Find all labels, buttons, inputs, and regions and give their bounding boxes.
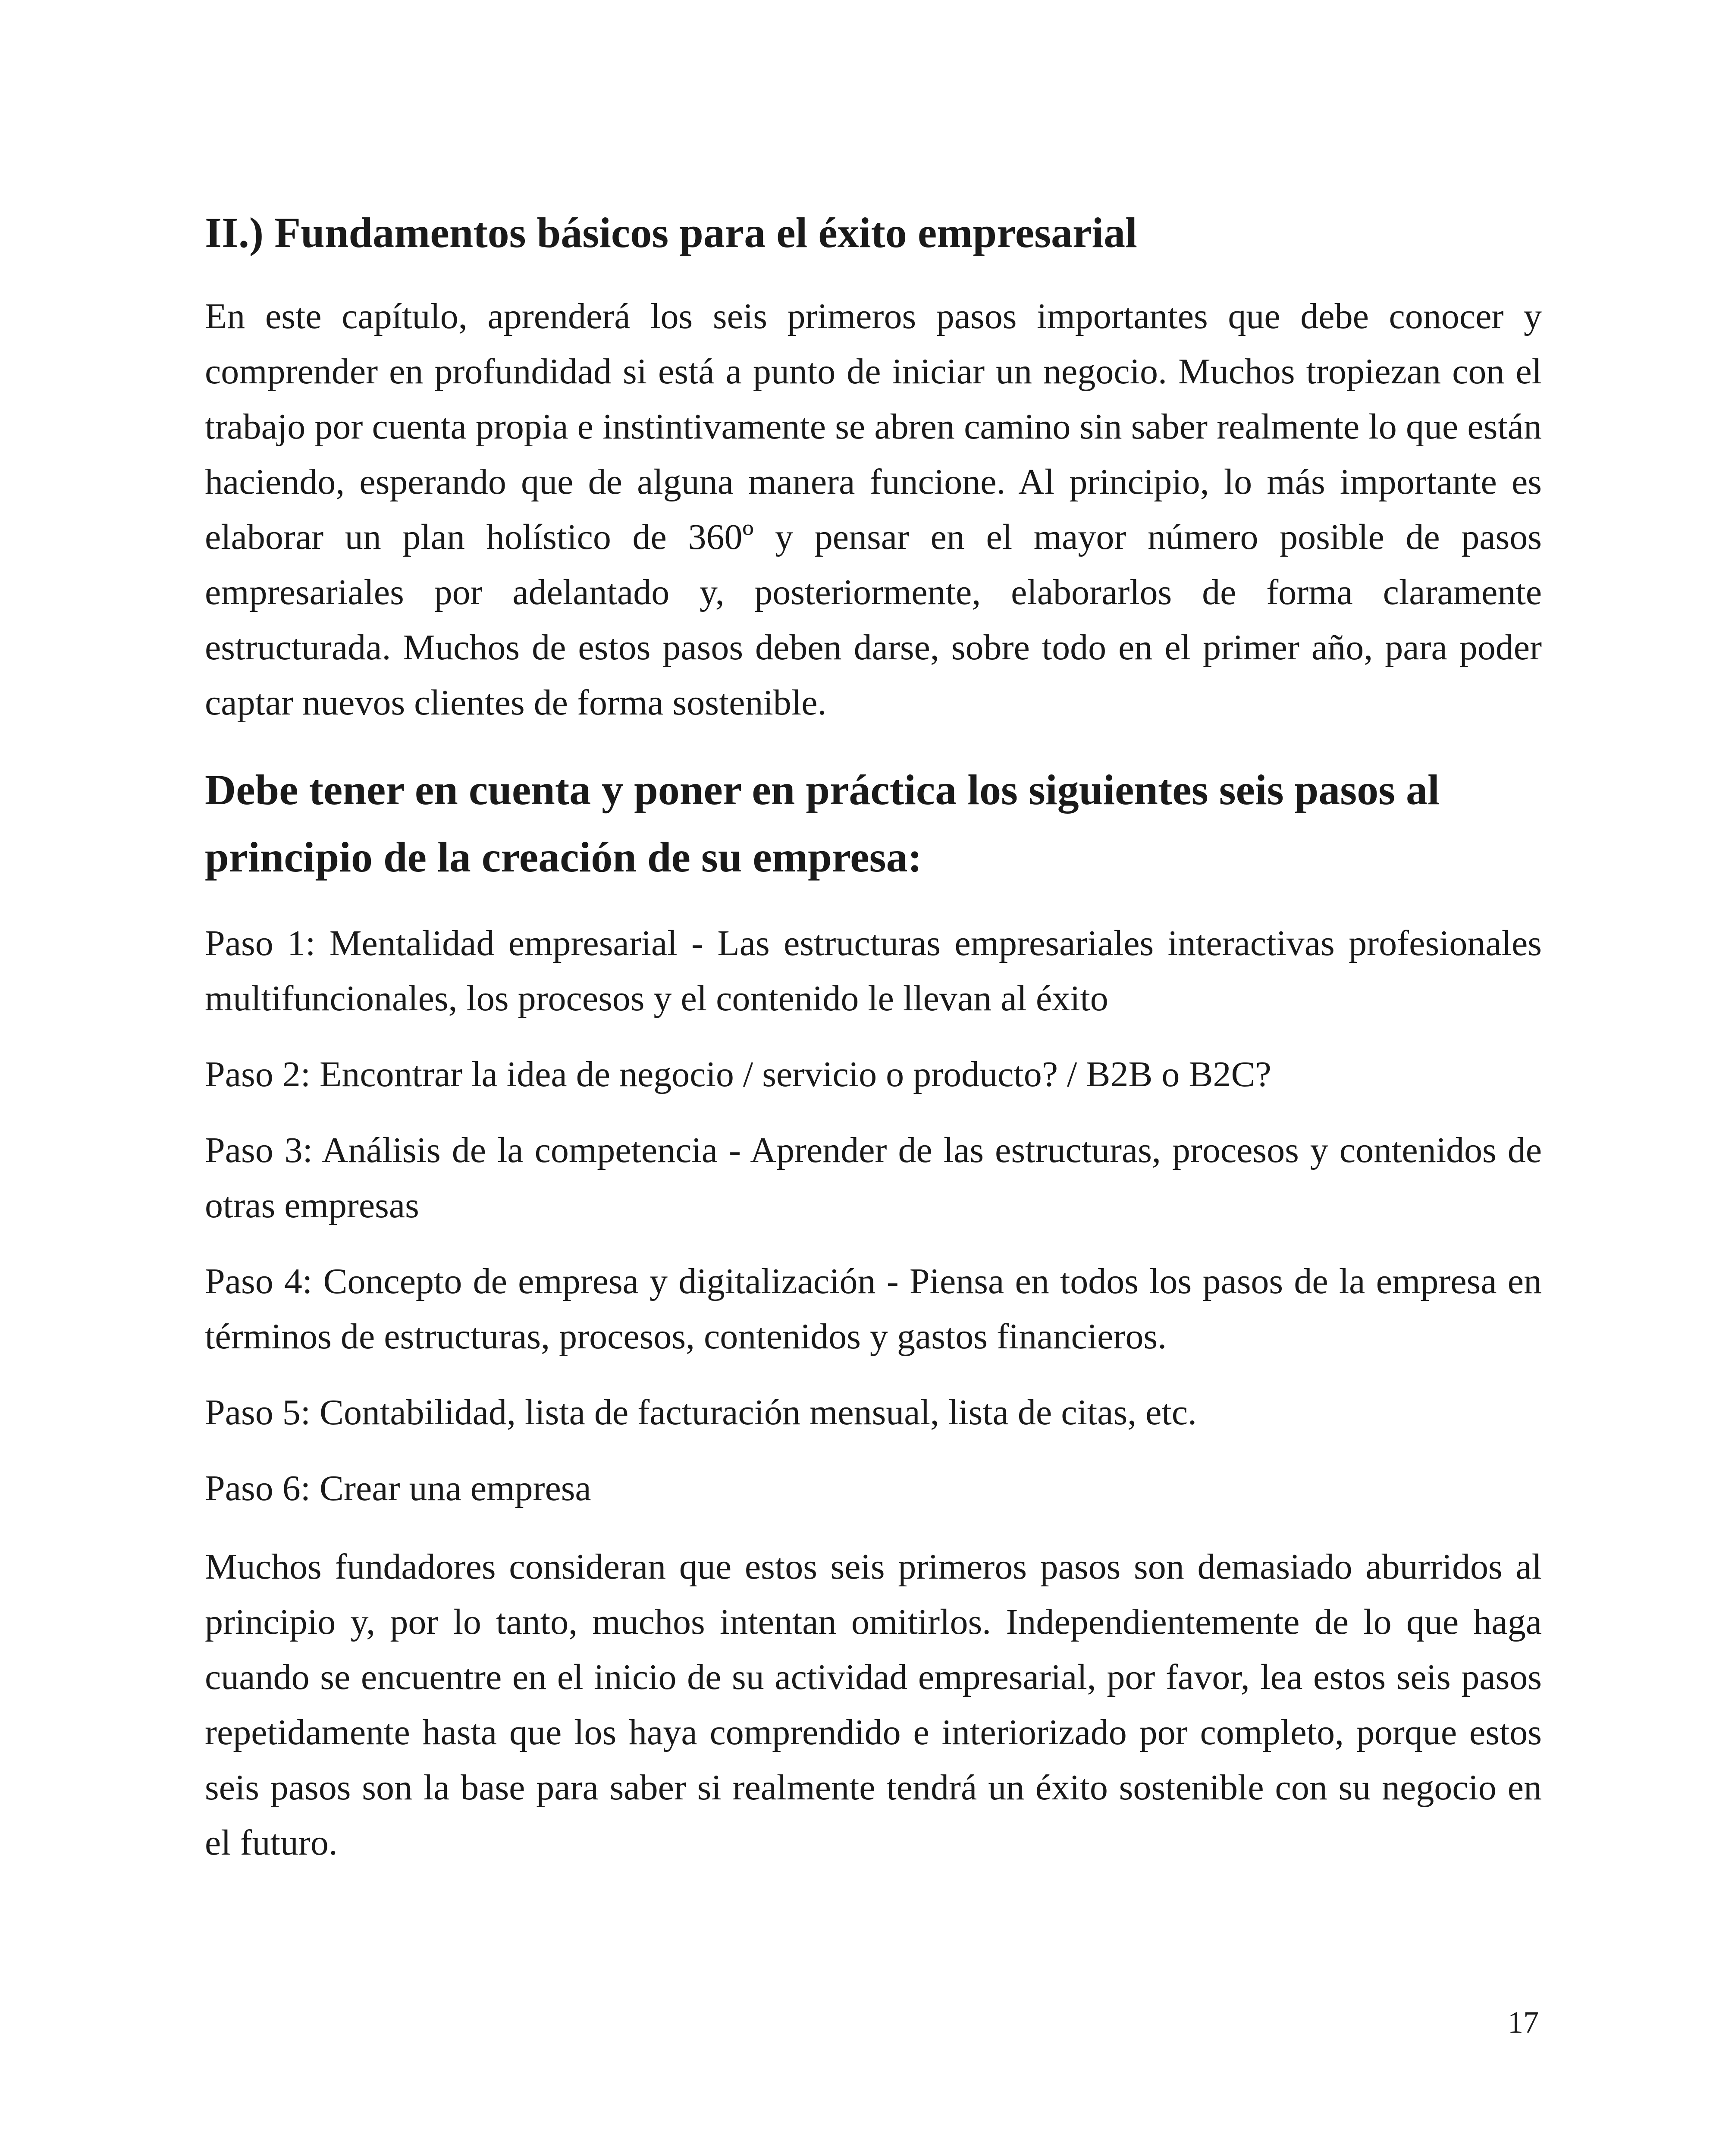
step-item-2: Paso 2: Encontrar la idea de negocio / servicio o producto? / B2B o B2C?	[205, 1054, 1271, 1094]
step-item-5: Paso 5: Contabilidad, lista de facturación mensual, lista de citas, etc.	[205, 1392, 1197, 1432]
step-item-1: Paso 1: Mentalidad empresarial - Las estructuras empresariales interactivas profesionales multifuncionales, los procesos y el contenido le llevan al éxito	[205, 923, 1542, 1018]
page-content	[205, 203, 1542, 1871]
steps-heading: Debe tener en cuenta y poner en práctica los siguientes seis pasos al principio de la creación de su empresa:	[205, 766, 1440, 881]
step-item-3: Paso 3: Análisis de la competencia - Aprender de las estructuras, procesos y contenidos de otras empresas	[205, 1130, 1542, 1225]
chapter-title: II.) Fundamentos básicos para el éxito empresarial	[205, 209, 1137, 257]
steps-list	[205, 916, 1542, 1516]
page-number: 17	[1508, 2005, 1539, 2040]
step-item-4: Paso 4: Concepto de empresa y digitalización - Piensa en todos los pasos de la empresa en términos de estructuras, procesos, contenidos y gastos financieros.	[205, 1261, 1542, 1357]
closing-paragraph: Muchos fundadores consideran que estos seis primeros pasos son demasiado aburridos al principio y, por lo tanto, muchos intentan omitirlos. Independientemente de lo que haga cuando se encuentre en el inicio de su actividad empresarial, por favor, lea estos seis pasos repetidamente hasta que los haya comprendido e interiorizado por completo, porque estos seis pasos son la base para saber si realmente tendrá un éxito sostenible con su negocio en el futuro.	[205, 1547, 1542, 1863]
step-item-6: Paso 6: Crear una empresa	[205, 1468, 591, 1508]
intro-paragraph: En este capítulo, aprenderá los seis primeros pasos importantes que debe conocer y comprender en profundidad si está a punto de iniciar un negocio. Muchos tropiezan con el trabajo por cuenta propia e instintivamente se abren camino sin saber realmente lo que están haciendo, esperando que de alguna manera funcione. Al principio, lo más importante es elaborar un plan holístico de 360º y pensar en el mayor número posible de pasos empresariales por adelantado y, posteriormente, elaborarlos de forma claramente estructurada. Muchos de estos pasos deben darse, sobre todo en el primer año, para poder captar nuevos clientes de forma sostenible.	[205, 296, 1542, 723]
